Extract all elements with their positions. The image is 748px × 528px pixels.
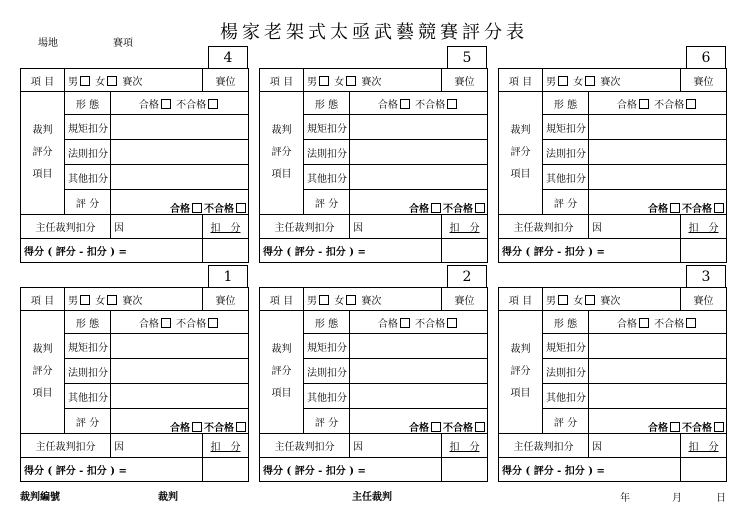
rule-deduct-field[interactable] — [111, 115, 249, 140]
card-number: 6 — [686, 46, 726, 69]
deduct-points-label: 扣 分 — [203, 434, 249, 458]
final-fail-checkbox[interactable] — [236, 422, 246, 432]
score-label: 評 分 — [65, 409, 111, 434]
fail-checkbox[interactable] — [447, 318, 457, 328]
gender-order-cell — [65, 288, 203, 311]
male-checkbox[interactable] — [80, 295, 90, 305]
judge-column — [499, 92, 543, 215]
final-fail-label: 不合格 — [443, 423, 473, 434]
item-label: 項 目 — [21, 288, 65, 311]
rule-deduct-field[interactable] — [350, 115, 488, 140]
female-label: 女 — [573, 76, 584, 88]
judge-column — [21, 92, 65, 215]
form-label: 形 態 — [543, 311, 589, 334]
deduct-points-label: 扣 分 — [442, 215, 488, 239]
seat-label: 賽位 — [681, 288, 727, 311]
pass-checkbox[interactable] — [639, 99, 649, 109]
male-label: 男 — [307, 295, 317, 307]
other-deduct-label: 其他扣分 — [304, 165, 350, 190]
order-label: 賽次 — [122, 295, 143, 307]
final-score-label: 得分 ( 評分 - 扣分 ) = — [499, 239, 681, 263]
chief-deduct-label: 主任裁判扣分 — [499, 434, 589, 458]
form-label: 形 態 — [304, 311, 350, 334]
female-label: 女 — [95, 76, 106, 88]
score-card — [498, 265, 726, 477]
female-checkbox[interactable] — [107, 295, 117, 305]
rule-deduct-label: 規矩扣分 — [304, 115, 350, 140]
male-label: 男 — [68, 295, 78, 307]
pass-checkbox[interactable] — [400, 318, 410, 328]
female-checkbox[interactable] — [585, 295, 595, 305]
method-deduct-label: 法則扣分 — [543, 359, 589, 384]
final-fail-checkbox[interactable] — [236, 203, 246, 213]
male-label: 男 — [68, 76, 78, 88]
fail-label: 不合格 — [654, 99, 685, 111]
other-deduct-field[interactable] — [589, 165, 727, 190]
judge-column — [499, 311, 543, 434]
other-deduct-field[interactable] — [111, 165, 249, 190]
fail-label: 不合格 — [654, 318, 685, 330]
score-label: 評 分 — [543, 409, 589, 434]
final-result-cell — [203, 458, 249, 482]
final-pass-checkbox[interactable] — [431, 422, 441, 432]
judge-col-line: 項目 — [510, 388, 531, 399]
gender-order-cell — [543, 288, 681, 311]
judge-column — [21, 311, 65, 434]
female-checkbox[interactable] — [346, 295, 356, 305]
reason-cell[interactable] — [589, 215, 681, 239]
judge-col-line: 評分 — [271, 366, 292, 377]
judge-col-line: 評分 — [510, 366, 531, 377]
year-label: 年 — [620, 493, 630, 504]
final-pass-checkbox[interactable] — [192, 203, 202, 213]
form-result-cell — [111, 311, 249, 334]
final-pass-label: 合格 — [170, 204, 190, 215]
reason-cell[interactable] — [350, 215, 442, 239]
reason-cell[interactable] — [589, 434, 681, 458]
other-deduct-field[interactable] — [589, 384, 727, 409]
seat-label: 賽位 — [203, 288, 249, 311]
card-number: 1 — [208, 265, 248, 288]
score-card — [20, 46, 248, 258]
rule-deduct-label: 規矩扣分 — [65, 334, 111, 359]
score-label: 評 分 — [65, 190, 111, 215]
female-label: 女 — [334, 76, 345, 88]
judge-col-line: 裁判 — [510, 344, 531, 355]
rule-deduct-label: 規矩扣分 — [543, 334, 589, 359]
order-label: 賽次 — [122, 76, 143, 88]
chief-judge-label: 主任裁判 — [352, 492, 392, 503]
method-deduct-label: 法則扣分 — [65, 359, 111, 384]
pass-label: 合格 — [377, 318, 398, 330]
judge-col-line: 裁判 — [32, 125, 53, 136]
other-deduct-field[interactable] — [111, 384, 249, 409]
chief-deduct-label: 主任裁判扣分 — [260, 215, 350, 239]
card-number: 5 — [447, 46, 487, 69]
chief-deduct-label: 主任裁判扣分 — [499, 215, 589, 239]
fail-checkbox[interactable] — [208, 318, 218, 328]
female-label: 女 — [573, 295, 584, 307]
reason-label: 因 — [114, 223, 124, 234]
score-table — [20, 68, 249, 263]
final-fail-checkbox[interactable] — [714, 422, 724, 432]
method-deduct-field[interactable] — [589, 140, 727, 165]
reason-cell[interactable] — [350, 434, 442, 458]
form-label: 形 態 — [543, 92, 589, 115]
reason-cell[interactable] — [111, 434, 203, 458]
method-deduct-field[interactable] — [350, 359, 488, 384]
final-result — [638, 200, 726, 215]
final-result-cell — [681, 239, 727, 263]
final-result — [638, 419, 726, 434]
final-result — [160, 200, 248, 215]
reason-label: 因 — [114, 442, 124, 453]
final-fail-checkbox[interactable] — [714, 203, 724, 213]
card-number: 2 — [447, 265, 487, 288]
method-deduct-label: 法則扣分 — [304, 359, 350, 384]
final-fail-label: 不合格 — [443, 204, 473, 215]
final-result — [399, 419, 487, 434]
judge-col-line: 評分 — [32, 147, 53, 158]
fail-label: 不合格 — [415, 99, 446, 111]
gender-order-cell — [65, 69, 203, 92]
judge-label: 裁判 — [158, 492, 178, 503]
other-deduct-field[interactable] — [350, 384, 488, 409]
item-label: 項 目 — [21, 69, 65, 92]
reason-label: 因 — [353, 442, 363, 453]
seat-label: 賽位 — [203, 69, 249, 92]
final-score-label: 得分 ( 評分 - 扣分 ) = — [499, 458, 681, 482]
rule-deduct-label: 規矩扣分 — [543, 115, 589, 140]
order-label: 賽次 — [361, 295, 382, 307]
method-deduct-field[interactable] — [111, 140, 249, 165]
order-label: 賽次 — [600, 295, 621, 307]
final-fail-checkbox[interactable] — [475, 203, 485, 213]
form-result-cell — [350, 92, 488, 115]
final-fail-label: 不合格 — [204, 204, 234, 215]
score-label: 評 分 — [304, 409, 350, 434]
final-score-label: 得分 ( 評分 - 扣分 ) = — [260, 239, 442, 263]
score-card — [498, 46, 726, 258]
score-card — [259, 46, 487, 258]
final-fail-checkbox[interactable] — [475, 422, 485, 432]
method-deduct-label: 法則扣分 — [543, 140, 589, 165]
male-checkbox[interactable] — [80, 76, 90, 86]
fail-checkbox[interactable] — [447, 99, 457, 109]
judge-column — [260, 311, 304, 434]
score-card — [20, 265, 248, 477]
judge-col-line: 評分 — [32, 366, 53, 377]
pass-label: 合格 — [616, 99, 637, 111]
rule-deduct-field[interactable] — [111, 334, 249, 359]
gender-order-cell — [304, 69, 442, 92]
gender-order-cell — [304, 288, 442, 311]
score-table — [20, 287, 249, 482]
final-result-cell — [203, 239, 249, 263]
final-pass-label: 合格 — [409, 423, 429, 434]
pass-label: 合格 — [616, 318, 637, 330]
final-pass-label: 合格 — [409, 204, 429, 215]
other-deduct-label: 其他扣分 — [543, 165, 589, 190]
reason-label: 因 — [353, 223, 363, 234]
item-label: 項 目 — [499, 69, 543, 92]
other-deduct-label: 其他扣分 — [304, 384, 350, 409]
score-table — [259, 287, 488, 482]
pass-label: 合格 — [138, 99, 159, 111]
male-label: 男 — [546, 295, 556, 307]
form-label: 形 態 — [65, 311, 111, 334]
form-result-cell — [589, 92, 727, 115]
judge-col-line: 項目 — [32, 388, 53, 399]
judge-col-line: 項目 — [271, 169, 292, 180]
score-table — [259, 68, 488, 263]
final-pass-checkbox[interactable] — [431, 203, 441, 213]
judge-column — [260, 92, 304, 215]
final-pass-checkbox[interactable] — [670, 203, 680, 213]
final-result — [160, 419, 248, 434]
method-deduct-field[interactable] — [350, 140, 488, 165]
final-fail-label: 不合格 — [204, 423, 234, 434]
judge-col-line: 裁判 — [32, 344, 53, 355]
female-checkbox[interactable] — [585, 76, 595, 86]
reason-cell[interactable] — [111, 215, 203, 239]
fail-label: 不合格 — [176, 99, 207, 111]
judge-number-label: 裁判編號 — [20, 492, 60, 503]
other-deduct-field[interactable] — [350, 165, 488, 190]
final-pass-label: 合格 — [170, 423, 190, 434]
method-deduct-label: 法則扣分 — [65, 140, 111, 165]
pass-label: 合格 — [377, 99, 398, 111]
other-deduct-label: 其他扣分 — [65, 384, 111, 409]
final-result — [399, 200, 487, 215]
fail-label: 不合格 — [415, 318, 446, 330]
pass-label: 合格 — [138, 318, 159, 330]
fail-label: 不合格 — [176, 318, 207, 330]
judge-col-line: 項目 — [510, 169, 531, 180]
fail-checkbox[interactable] — [686, 318, 696, 328]
order-label: 賽次 — [361, 76, 382, 88]
item-label: 項 目 — [260, 288, 304, 311]
score-table — [498, 68, 727, 263]
rule-deduct-field[interactable] — [589, 115, 727, 140]
judge-col-line: 裁判 — [271, 125, 292, 136]
judge-col-line: 裁判 — [271, 344, 292, 355]
page-title: 楊家老架式太亟武藝競賽評分表 — [220, 22, 528, 43]
female-label: 女 — [334, 295, 345, 307]
method-deduct-label: 法則扣分 — [304, 140, 350, 165]
form-label: 形 態 — [65, 92, 111, 115]
rule-deduct-field[interactable] — [350, 334, 488, 359]
card-number: 3 — [686, 265, 726, 288]
other-deduct-label: 其他扣分 — [543, 384, 589, 409]
chief-deduct-label: 主任裁判扣分 — [21, 434, 111, 458]
item-label: 項 目 — [260, 69, 304, 92]
final-result-cell — [681, 458, 727, 482]
seat-label: 賽位 — [442, 69, 488, 92]
fail-checkbox[interactable] — [208, 99, 218, 109]
final-pass-checkbox[interactable] — [192, 422, 202, 432]
final-pass-checkbox[interactable] — [670, 422, 680, 432]
final-fail-label: 不合格 — [682, 423, 712, 434]
score-label: 評 分 — [543, 190, 589, 215]
rule-deduct-label: 規矩扣分 — [304, 334, 350, 359]
event-label: 賽項 — [113, 38, 133, 49]
female-label: 女 — [95, 295, 106, 307]
final-score-label: 得分 ( 評分 - 扣分 ) = — [260, 458, 442, 482]
day-label: 日 — [716, 493, 726, 504]
judge-col-line: 項目 — [32, 169, 53, 180]
female-checkbox[interactable] — [107, 76, 117, 86]
card-number: 4 — [208, 46, 248, 69]
form-result-cell — [111, 92, 249, 115]
seat-label: 賽位 — [681, 69, 727, 92]
final-result-cell — [442, 458, 488, 482]
order-label: 賽次 — [600, 76, 621, 88]
final-pass-label: 合格 — [648, 204, 668, 215]
form-result-cell — [589, 311, 727, 334]
judge-col-line: 項目 — [271, 388, 292, 399]
judge-col-line: 評分 — [271, 147, 292, 158]
rule-deduct-field[interactable] — [589, 334, 727, 359]
male-checkbox[interactable] — [558, 295, 568, 305]
male-label: 男 — [546, 76, 556, 88]
score-label: 評 分 — [304, 190, 350, 215]
male-checkbox[interactable] — [558, 76, 568, 86]
pass-checkbox[interactable] — [161, 99, 171, 109]
other-deduct-label: 其他扣分 — [65, 165, 111, 190]
pass-checkbox[interactable] — [639, 318, 649, 328]
item-label: 項 目 — [499, 288, 543, 311]
reason-label: 因 — [592, 442, 602, 453]
deduct-points-label: 扣 分 — [442, 434, 488, 458]
deduct-points-label: 扣 分 — [203, 215, 249, 239]
form-result-cell — [350, 311, 488, 334]
deduct-points-label: 扣 分 — [681, 215, 727, 239]
reason-label: 因 — [592, 223, 602, 234]
score-table — [498, 287, 727, 482]
method-deduct-field[interactable] — [111, 359, 249, 384]
judge-col-line: 評分 — [510, 147, 531, 158]
gender-order-cell — [543, 69, 681, 92]
final-score-label: 得分 ( 評分 - 扣分 ) = — [21, 239, 203, 263]
final-pass-label: 合格 — [648, 423, 668, 434]
deduct-points-label: 扣 分 — [681, 434, 727, 458]
method-deduct-field[interactable] — [589, 359, 727, 384]
venue-label: 場地 — [38, 38, 58, 49]
seat-label: 賽位 — [442, 288, 488, 311]
final-fail-label: 不合格 — [682, 204, 712, 215]
chief-deduct-label: 主任裁判扣分 — [260, 434, 350, 458]
pass-checkbox[interactable] — [400, 99, 410, 109]
male-checkbox[interactable] — [319, 76, 329, 86]
form-label: 形 態 — [304, 92, 350, 115]
judge-col-line: 裁判 — [510, 125, 531, 136]
month-label: 月 — [672, 493, 682, 504]
rule-deduct-label: 規矩扣分 — [65, 115, 111, 140]
final-score-label: 得分 ( 評分 - 扣分 ) = — [21, 458, 203, 482]
score-card — [259, 265, 487, 477]
fail-checkbox[interactable] — [686, 99, 696, 109]
male-checkbox[interactable] — [319, 295, 329, 305]
chief-deduct-label: 主任裁判扣分 — [21, 215, 111, 239]
male-label: 男 — [307, 76, 317, 88]
pass-checkbox[interactable] — [161, 318, 171, 328]
final-result-cell — [442, 239, 488, 263]
female-checkbox[interactable] — [346, 76, 356, 86]
